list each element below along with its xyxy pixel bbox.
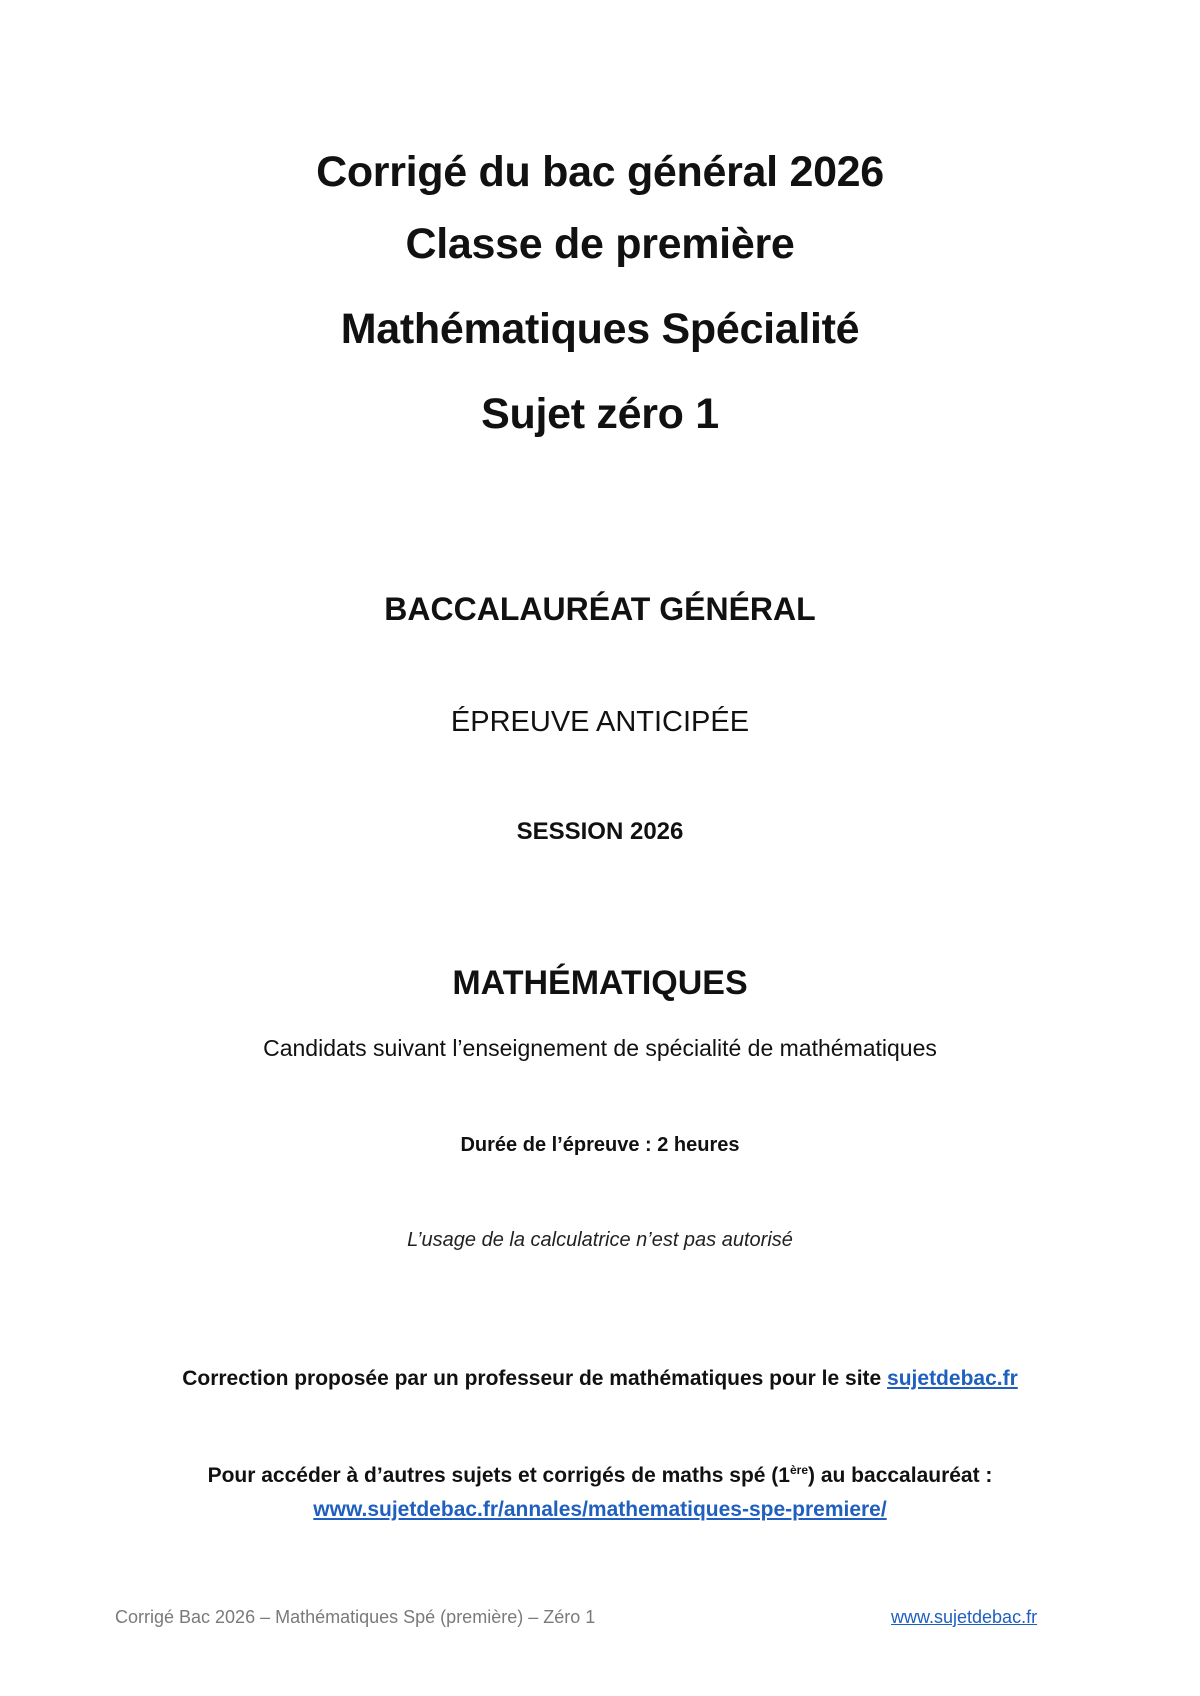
title-sujet: Sujet zéro 1	[481, 390, 719, 438]
footer-link-line	[891, 1607, 1037, 1628]
title-corrige: Corrigé du bac général 2026	[316, 148, 884, 196]
sujetdebac-link[interactable]: sujetdebac.fr	[887, 1367, 1018, 1390]
correction-text: Correction proposée par un professeur de mathématiques pour le site	[182, 1367, 888, 1390]
session-heading: SESSION 2026	[516, 818, 684, 845]
candidats-text: Candidats suivant l’enseignement de spécialité de mathématiques	[263, 1035, 937, 1061]
acces-line	[0, 1464, 1200, 1488]
footer-site-link[interactable]: www.sujetdebac.fr	[891, 1607, 1038, 1627]
title-classe: Classe de première	[405, 220, 795, 268]
acces-text-after: ) au baccalauréat :	[808, 1464, 993, 1487]
acces-text-before: Pour accéder à d’autres sujets et corrigés de maths spé (1	[207, 1464, 790, 1487]
acces-superscript: ère	[789, 1463, 809, 1477]
duree-text: Durée de l’épreuve : 2 heures	[460, 1134, 740, 1156]
calculatrice-text: L’usage de la calculatrice n’est pas autorisé	[407, 1229, 793, 1251]
footer-text: Corrigé Bac 2026 – Mathématiques Spé (première) – Zéro 1	[115, 1607, 596, 1627]
matiere-heading: MATHÉMATIQUES	[452, 964, 748, 1002]
annales-link[interactable]: www.sujetdebac.fr/annales/mathematiques-spe-premiere/	[313, 1498, 887, 1521]
epreuve-heading: ÉPREUVE ANTICIPÉE	[450, 706, 750, 738]
title-matiere: Mathématiques Spécialité	[340, 305, 860, 353]
annales-link-line	[0, 1498, 1200, 1522]
bac-heading: BACCALAURÉAT GÉNÉRAL	[384, 591, 816, 627]
correction-line	[0, 1367, 1200, 1391]
